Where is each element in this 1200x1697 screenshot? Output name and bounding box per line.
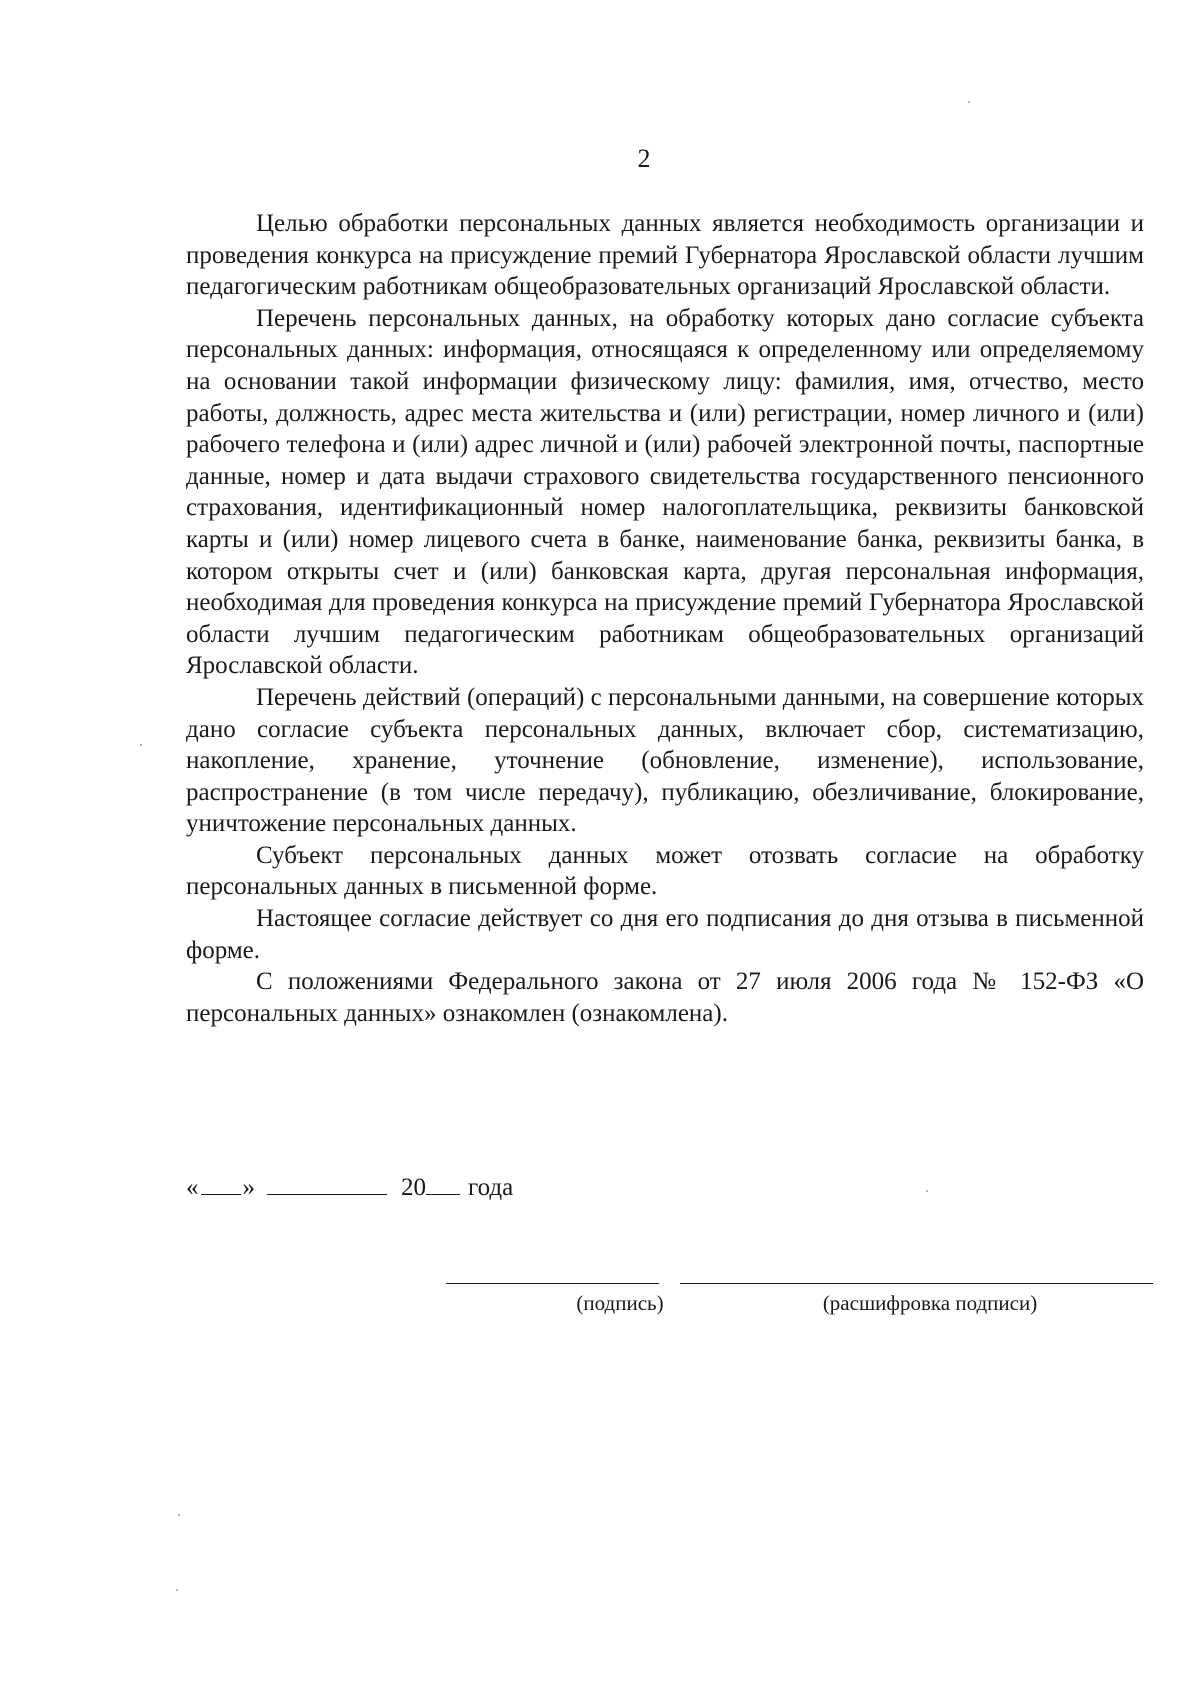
date-open-quote: « bbox=[186, 1174, 199, 1201]
scan-speck bbox=[178, 1514, 180, 1516]
law-acknowledgement-paragraph: С положениями Федерального закона от 27 июля 2006 года № 152-ФЗ «О персональных данных» ознакомлен (ознакомлена). bbox=[186, 968, 1144, 1027]
operations-list-paragraph: Перечень действий (операций) с персональными данными, на совершение которых дано согласие субъекта персональных данных, включает сбор, систематизацию, накопление, хранение, уточнение (обновление, изменение), использование, распространение (в том числе передачу), публикацию, обезличивание, блокирование, уничтожение персональных данных. bbox=[186, 683, 1144, 838]
personal-data-list-paragraph: Перечень персональных данных, на обработку которых дано согласие субъекта персональных данных: информация, относящаяся к определенному или определяемому на основании такой информации физическому лицу: фамилия, имя, отчество, место работы, должность, адрес места жительства и (или) регистрации, номер личного и (или) рабочего телефона и (или) адрес личной и (или) рабочей электронной почты, паспортные данные, номер и дата выдачи страхового свидетельства государственного пенсионного страхования, идентификационный номер налогоплательщика, реквизиты банковской карты и (или) номер лицевого счета в банке, наименование банка, реквизиты банка, в котором открыты счет и (или) банковская карта, другая персональная информация, необходимая для проведения конкурса на присуждение премий Губернатора Ярославской области лучшим педагогическим работникам общеобразовательных организаций Ярославской области. bbox=[186, 304, 1144, 680]
validity-paragraph: Настоящее согласие действует со дня его подписания до дня отзыва в письменной форме. bbox=[186, 905, 1144, 964]
purpose-paragraph: Целью обработки персональных данных является необходимость организации и проведения конкурса на присуждение премий Губернатора Ярославской области лучшим педагогическим работникам общеобразовательных организаций Ярославской области. bbox=[186, 210, 1144, 301]
signature-decoding-line bbox=[680, 1283, 1153, 1284]
scan-speck bbox=[926, 1190, 928, 1192]
year-suffix: года bbox=[468, 1174, 514, 1201]
scan-speck bbox=[968, 101, 970, 103]
signature-caption: (подпись) bbox=[576, 1291, 664, 1315]
month-blank bbox=[267, 1170, 387, 1195]
consent-text bbox=[186, 208, 1144, 1029]
signature-decoding-caption: (расшифровка подписи) bbox=[822, 1291, 1038, 1315]
scan-speck bbox=[176, 1589, 178, 1591]
scan-speck bbox=[140, 744, 142, 746]
withdrawal-paragraph: Субъект персональных данных может отозвать согласие на обработку персональных данных в письменной форме. bbox=[186, 841, 1144, 901]
date-close-quote: » bbox=[242, 1174, 255, 1201]
date-line bbox=[186, 1170, 513, 1202]
day-blank bbox=[201, 1170, 241, 1195]
signature-line bbox=[446, 1283, 659, 1284]
year-prefix: 20 bbox=[401, 1174, 426, 1201]
page-number: 2 bbox=[637, 144, 651, 173]
year-blank bbox=[426, 1170, 460, 1195]
